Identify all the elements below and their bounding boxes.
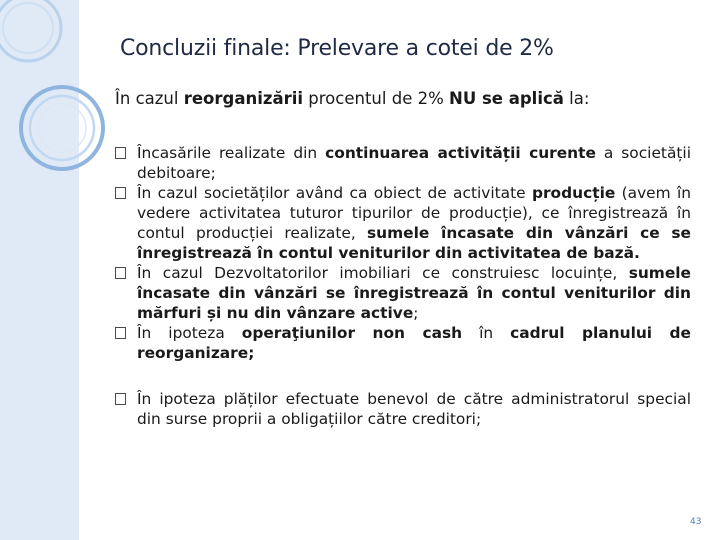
list-item (115, 263, 691, 323)
bold-text-run: NU se aplică (449, 89, 564, 108)
checkbox-bullet-icon (115, 267, 126, 279)
decorative-sidebar (0, 0, 79, 540)
list-item (115, 183, 691, 263)
bold-text-run: sumele încasate din vânzări ce se înregistrează în contul veniturilor din activitatea de bază. (137, 224, 691, 262)
text-run: În ipoteza plăților efectuate benevol de către administratorul special din surse proprii a obligațiilor către creditori; (137, 390, 691, 428)
text-run: În cazul societăților având ca obiect de activitate (137, 184, 532, 202)
bold-text-run: operaţiunilor non cash (241, 324, 463, 342)
list-item (115, 323, 691, 363)
bold-text-run: continuarea activității curente (325, 144, 596, 162)
checkbox-bullet-icon (115, 327, 126, 339)
intro-text (115, 89, 589, 108)
list-item (115, 389, 691, 429)
text-run: a societății debitoare; (137, 144, 691, 182)
text-run: În ipoteza (137, 324, 242, 342)
bold-text-run: producție (531, 184, 616, 202)
bold-text-run: cadrul planului de reorganizare; (137, 324, 691, 362)
text-run: (avem în vedere activitatea tuturor tipurilor de producție), ce înregistrează în contul producției realizate, (137, 184, 691, 242)
text-run: la: (563, 89, 590, 108)
slide-title: Concluzii finale: Prelevare a cotei de 2% (120, 36, 554, 61)
checkbox-bullet-icon (115, 187, 126, 199)
checkbox-bullet-icon (115, 393, 126, 405)
bullet-list (115, 143, 691, 429)
list-item (115, 143, 691, 183)
text-run: în (462, 324, 511, 342)
page-number: 43 (690, 517, 702, 527)
text-run: Încasările realizate din (137, 144, 326, 162)
bold-text-run: sumele încasate din vânzări se înregistrează în contul veniturilor din mărfuri și nu din vânzare active (137, 264, 691, 322)
bold-text-run: reorganizării (183, 89, 304, 108)
text-run: În cazul Dezvoltatorilor imobiliari ce construiesc locuințe, (137, 264, 629, 282)
text-run: ; (413, 304, 419, 322)
text-run: În cazul (115, 89, 184, 108)
checkbox-bullet-icon (115, 147, 126, 159)
text-run: procentul de 2% (303, 89, 450, 108)
